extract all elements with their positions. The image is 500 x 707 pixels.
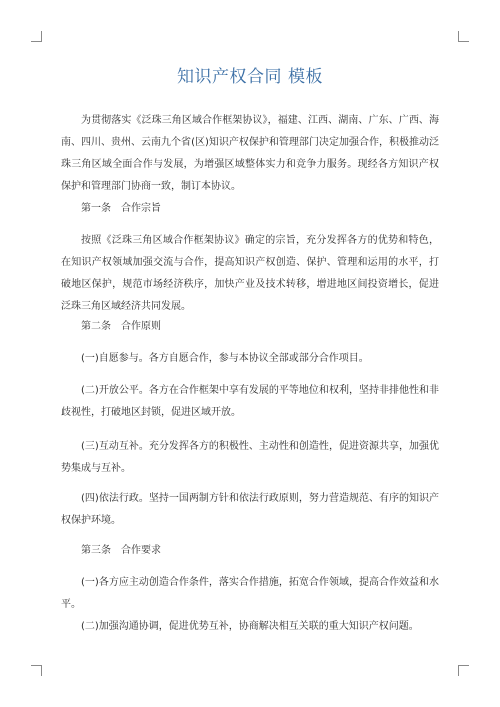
article-3-item-1: (一)各方应主动创造合作条件，落实合作措施，拓宽合作领域，提高合作效益和水平。 <box>61 577 439 610</box>
article-2-heading: 第二条 合作原则 <box>81 321 161 332</box>
crop-mark-bottom-left <box>31 665 42 676</box>
article-3-heading: 第三条 合作要求 <box>81 545 161 556</box>
article-2-item-2: (二)开放公平。各方在合作框架中享有发展的平等地位和权利，坚持非排他性和非歧视性，打破地区封锁，促进区域开放。 <box>61 385 439 418</box>
crop-mark-bottom-right <box>458 665 469 676</box>
crop-mark-top-right <box>458 31 469 42</box>
article-2-item-4: (四)依法行政。坚持一国两制方针和依法行政原则，努力营造规范、有序的知识产权保护环境。 <box>61 493 439 526</box>
article-3-item-2: (二)加强沟通协调，促进优势互补，协商解决相互关联的重大知识产权问题。 <box>81 621 419 632</box>
intro-paragraph: 为贯彻落实《泛珠三角区域合作框架协议》，福建、江西、湖南、广东、广西、海南、四川、贵州、云南九个省(区)知识产权保护和管理部门决定加强合作，积极推动泛珠三角区域全面合作与发展，为增强区域整体实力和竞争力服务。现经各方知识产权保护和管理部门协商一致，制订本协议。 <box>61 115 439 192</box>
crop-mark-top-left <box>31 31 42 42</box>
article-2-item-3: (三)互动互补。充分发挥各方的积极性、主动性和创造性，促进资源共享，加强优势集成与互补。 <box>61 441 439 474</box>
article-1-heading: 第一条 合作宗旨 <box>81 203 161 214</box>
article-1-body: 按照《泛珠三角区域合作框架协议》确定的宗旨，充分发挥各方的优势和特色，在知识产权领域加强交流与合作，提高知识产权创造、保护、管理和运用的水平，打破地区保护，规范市场经济秩序，加快产业及技术转移，增进地区间投资增长，促进泛珠三角区域经济共同发展。 <box>61 235 439 312</box>
article-2-item-1: (一)自愿参与。各方自愿合作，参与本协议全部或部分合作项目。 <box>81 353 369 364</box>
document-title: 知识产权合同 模板 <box>177 67 323 87</box>
